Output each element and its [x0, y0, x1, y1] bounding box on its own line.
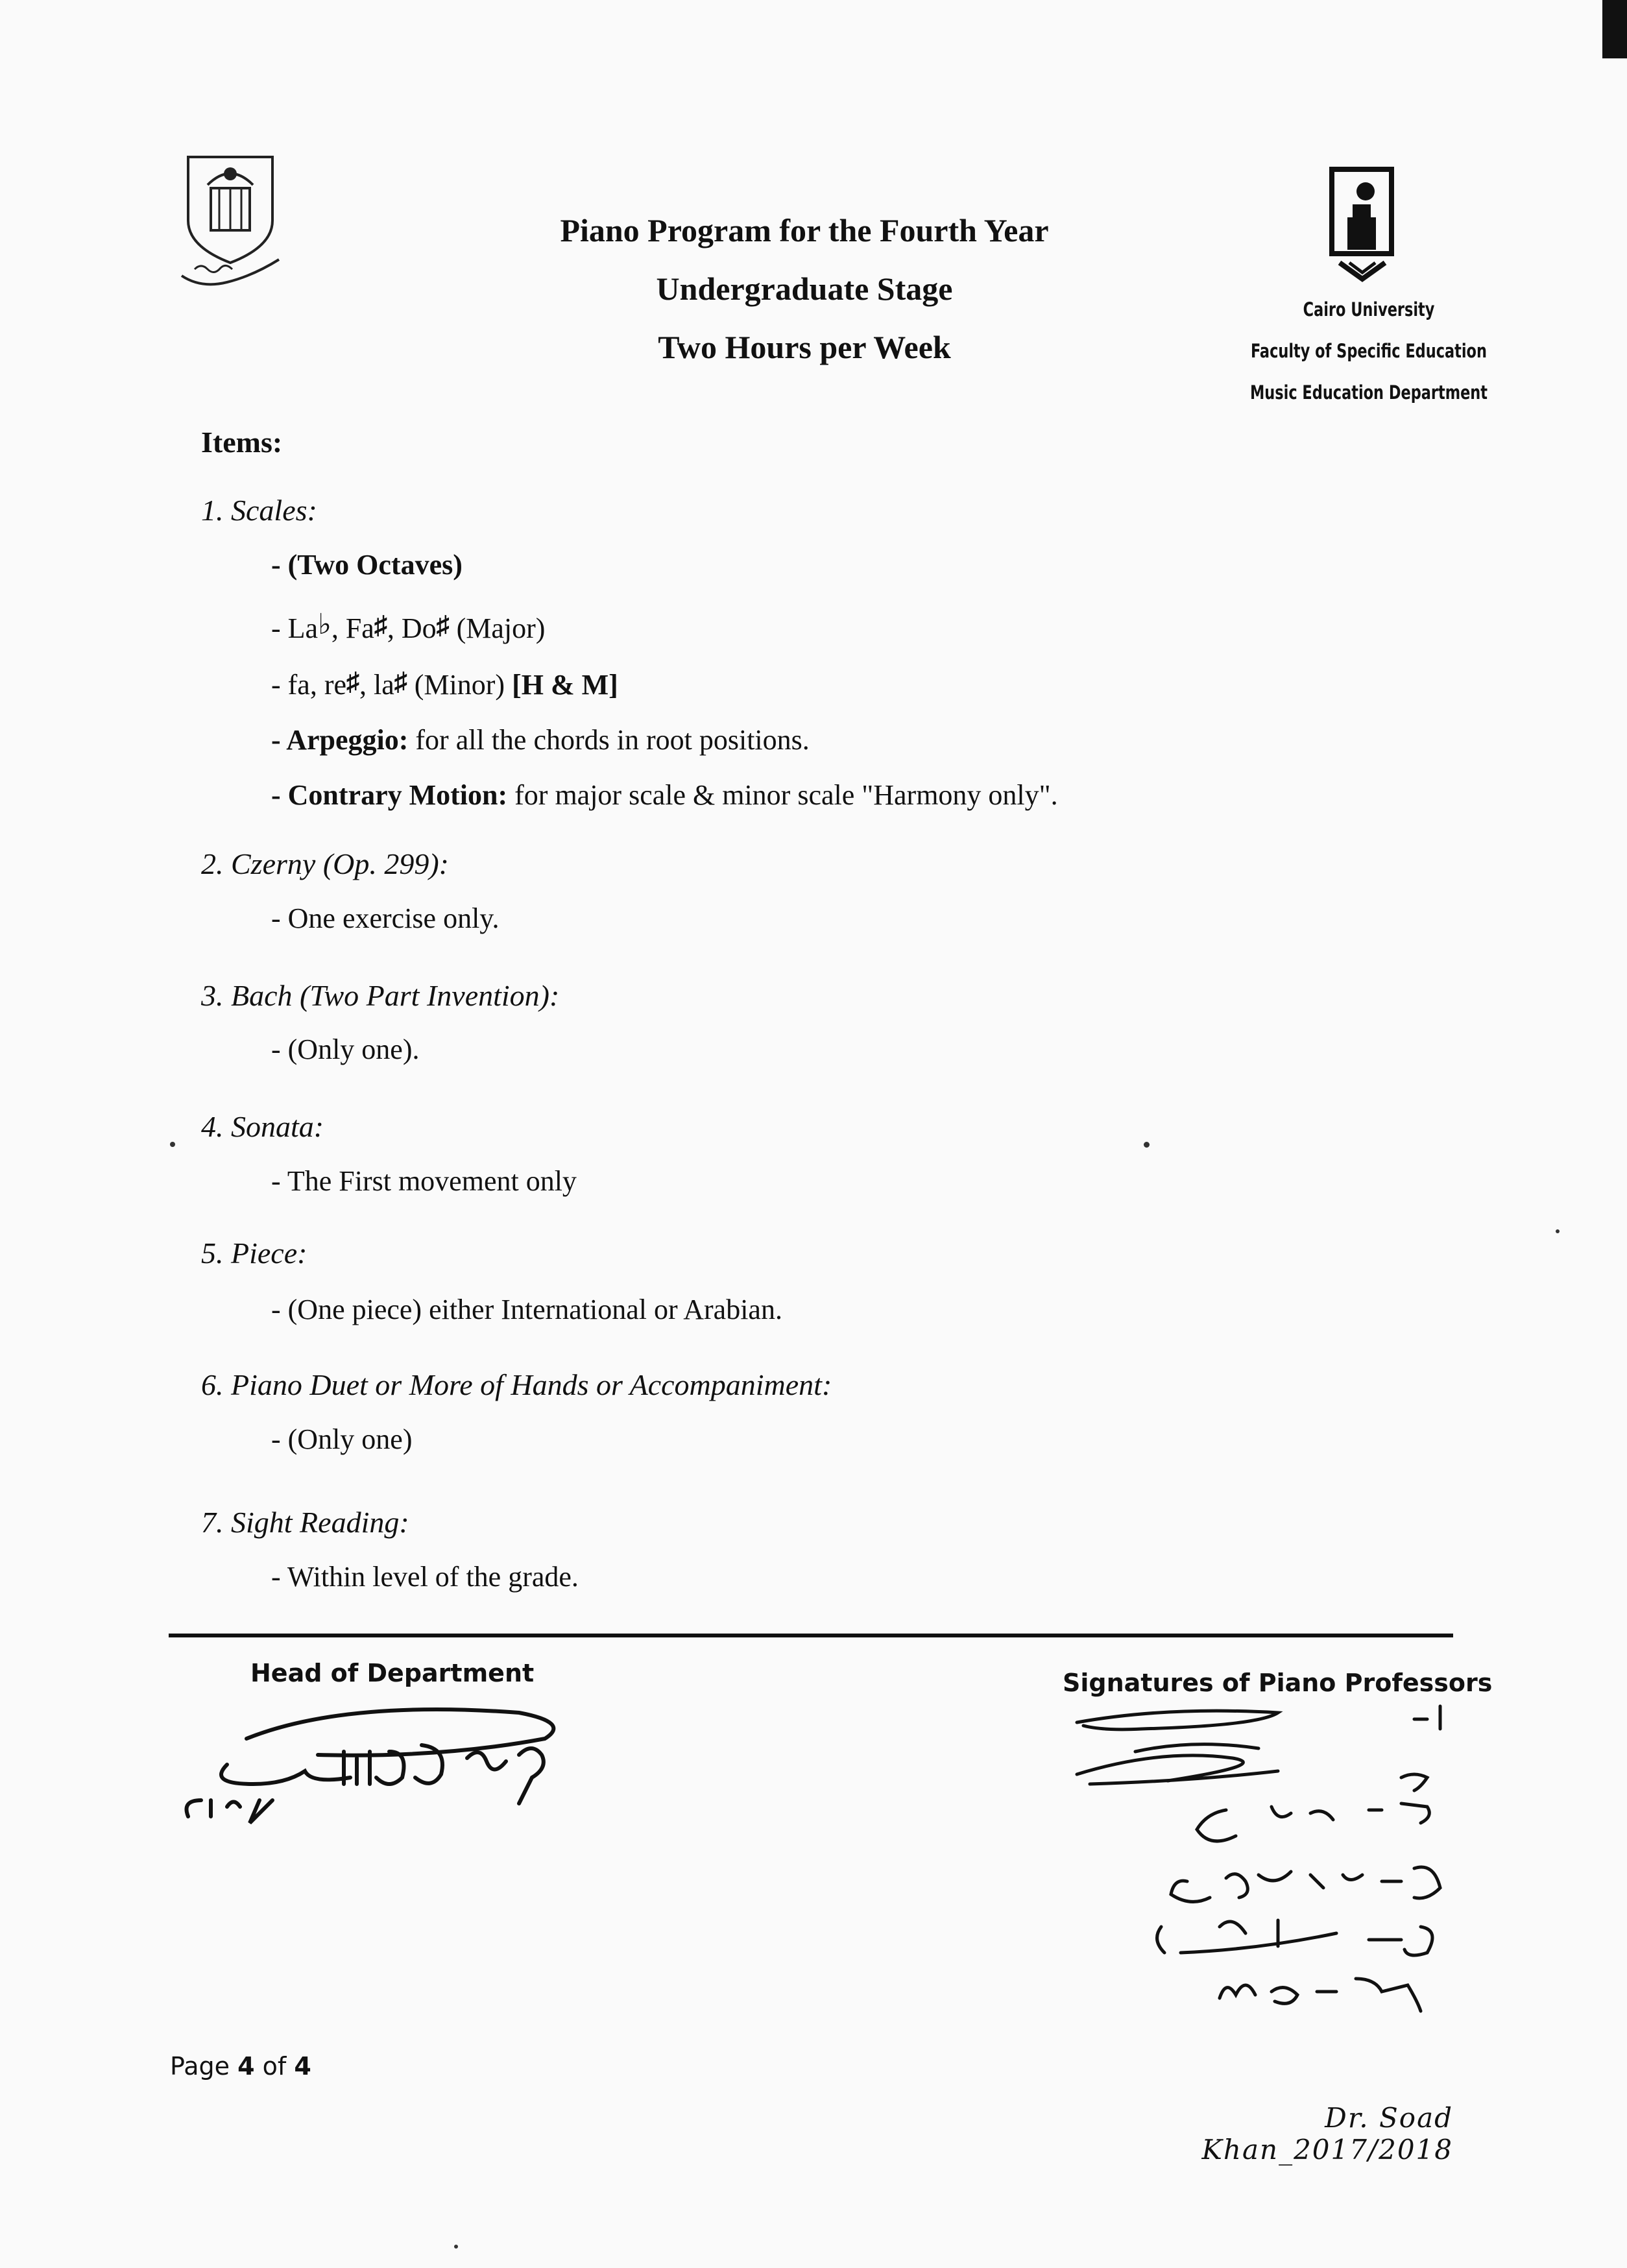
- scales-contrary-motion: - Contrary Motion: for major scale & minor scale "Harmony only".: [271, 779, 1058, 811]
- head-of-department-title: Head of Department: [250, 1659, 535, 1687]
- emblem-icon: [175, 149, 292, 298]
- scan-speck: [454, 2245, 458, 2249]
- sonata-line: - The First movement only: [271, 1165, 577, 1197]
- page-number: Page 4 of 4: [170, 2052, 311, 2081]
- scales-octaves: - (Two Octaves): [271, 549, 463, 581]
- sharp-symbol: ♯: [394, 667, 407, 696]
- section-heading-bach: 3. Bach (Two Part Invention):: [201, 979, 560, 1012]
- professors-signatures-title: Signatures of Piano Professors: [1063, 1669, 1493, 1697]
- department-name: Music Education Department: [1249, 381, 1488, 404]
- section-heading-sonata: 4. Sonata:: [201, 1110, 324, 1143]
- document-subtitle: Undergraduate Stage: [656, 271, 953, 307]
- sharp-symbol: ♯: [374, 610, 387, 640]
- sight-reading-line: - Within level of the grade.: [271, 1561, 579, 1593]
- sharp-symbol: ♯: [436, 610, 450, 640]
- bach-line: - (Only one).: [271, 1033, 420, 1065]
- flat-symbol: ♭: [318, 609, 331, 640]
- sharp-symbol: ♯: [346, 667, 360, 696]
- document-hours: Two Hours per Week: [658, 329, 951, 365]
- signature-divider: [169, 1634, 1453, 1637]
- section-heading-duet: 6. Piano Duet or More of Hands or Accompaniment:: [201, 1368, 832, 1401]
- section-heading-piece: 5. Piece:: [201, 1237, 307, 1270]
- faculty-name: Faculty of Specific Education: [1251, 340, 1487, 362]
- university-name: Cairo University: [1303, 298, 1435, 320]
- scan-speck: [170, 1142, 175, 1147]
- head-of-department-signature: [182, 1687, 597, 1836]
- cairo-university-emblem-icon: [1320, 165, 1404, 289]
- section-heading-scales: 1. Scales:: [201, 494, 317, 527]
- footer-credit: Dr. Soad Khan_2017/2018: [1201, 2102, 1453, 2165]
- scan-speck: [1144, 1142, 1150, 1148]
- scan-edge-mark: [1602, 0, 1627, 58]
- scales-arpeggio: - Arpeggio: for all the chords in root positions.: [271, 724, 810, 756]
- right-university-logo: [1320, 165, 1404, 289]
- piece-line: - (One piece) either International or Arabian.: [271, 1294, 782, 1325]
- duet-line: - (Only one): [271, 1423, 413, 1455]
- czerny-line: - One exercise only.: [271, 902, 500, 934]
- document-title: Piano Program for the Fourth Year: [560, 212, 1049, 248]
- professors-signatures: [1064, 1693, 1466, 2018]
- scan-speck: [1556, 1229, 1560, 1233]
- scales-minor: - fa, re♯, la♯ (Minor) [H & M]: [271, 667, 618, 701]
- items-label: Items:: [201, 426, 283, 459]
- left-university-logo: [175, 149, 292, 298]
- section-heading-sight-reading: 7. Sight Reading:: [201, 1506, 409, 1539]
- section-heading-czerny: 2. Czerny (Op. 299):: [201, 847, 449, 880]
- scales-major: - La♭, Fa♯, Do♯ (Major): [271, 609, 546, 644]
